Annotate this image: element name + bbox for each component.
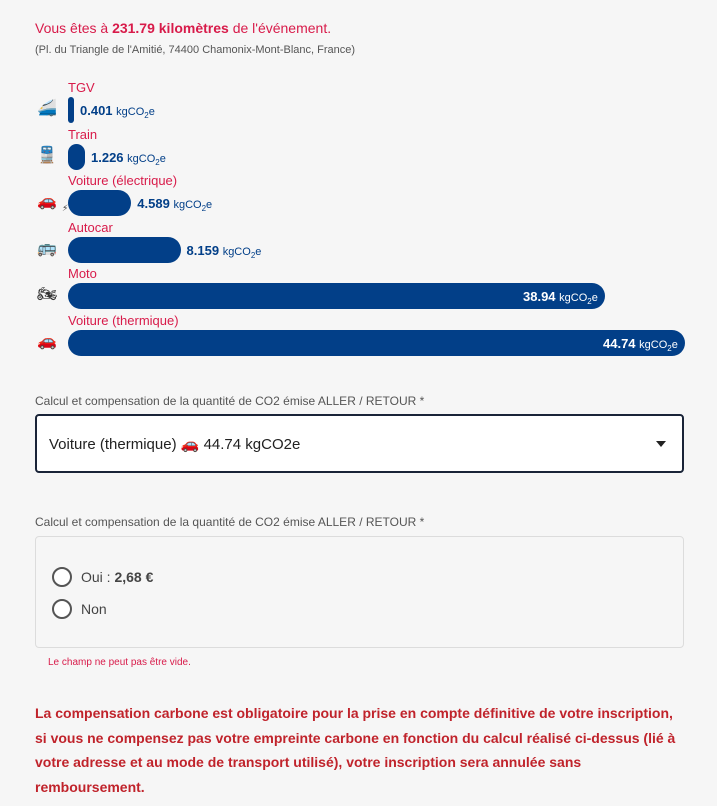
emission-value: 1.226 kgCO$_2$e (91, 149, 166, 167)
lightning-icon: ⚡ (62, 203, 69, 214)
emission-bar (68, 237, 181, 263)
radio-no-label: Non (81, 601, 107, 617)
transport-select[interactable] (35, 414, 684, 473)
transport-mode-label: TGV (68, 80, 95, 95)
transport-mode-row (35, 127, 695, 173)
transport-mode-row (35, 313, 695, 359)
transport-select-label: Calcul et compensation de la quantité de CO2 émise ALLER / RETOUR * (35, 394, 425, 408)
compensation-label: Calcul et compensation de la quantité de CO2 émise ALLER / RETOUR * (35, 515, 425, 529)
radio-yes[interactable] (52, 567, 72, 587)
transport-select-value: Voiture (thermique) 🚗 44.74 kgCO2e (49, 435, 301, 453)
car-icon: 🚗 (37, 333, 57, 350)
transport-mode-row (35, 220, 695, 266)
radio-no[interactable] (52, 599, 72, 619)
compensation-option-yes[interactable] (52, 567, 153, 587)
emission-bar (68, 144, 85, 170)
transport-mode-label: Moto (68, 266, 97, 282)
chevron-down-icon (656, 441, 666, 447)
motorcycle-icon: 🏍 (36, 286, 58, 304)
transport-mode-row (35, 266, 695, 312)
error-message: Le champ ne peut pas être vide. (48, 657, 191, 668)
compensation-radio-group (35, 536, 684, 648)
electric-car-icon: 🚗 (37, 193, 57, 211)
emission-bar (68, 190, 131, 216)
transport-mode-row (35, 80, 695, 126)
transport-mode-row (35, 173, 695, 219)
transport-mode-label: Train (68, 126, 98, 142)
emission-value: 0.401 kgCO$_2$e (80, 103, 155, 121)
emission-value: 38.94 kgCO$_2$e (523, 289, 598, 307)
emission-bar (68, 97, 74, 123)
event-address: (Pl. du Triangle de l'Amitié, 74400 Chamonix-Mont-Blanc, France) (35, 44, 356, 56)
distance-text: Vous êtes à 231.79 kilomètres de l'événement. (35, 20, 332, 36)
high-speed-train-icon: 🚄 (37, 100, 57, 117)
bus-icon: 🚌 (37, 239, 57, 257)
distance-value: 231.79 kilomètres (112, 20, 229, 36)
transport-mode-label: Voiture (thermique) (68, 313, 179, 328)
train-icon: 🚆 (37, 146, 57, 164)
emission-bar (68, 330, 685, 356)
warning-message: La compensation carbone est obligatoire pour la prise en compte définitive de votre inscription, si vous ne compensez pas votre empreinte carbone en fonction du calcul réalisé ci-dessus (lié à votre adresse et au mode de transport utilisé), votre inscription sera annulée sans remboursement. (35, 705, 676, 795)
compensation-amount: 2,68 € (114, 569, 154, 585)
emission-value: 44.74 kgCO$_2$e (603, 336, 678, 354)
transport-mode-label: Voiture (électrique) (68, 173, 178, 189)
transport-mode-label: Autocar (68, 219, 113, 235)
emission-value: 4.589 kgCO$_2$e (137, 196, 213, 214)
emission-value: 8.159 kgCO$_2$e (186, 242, 262, 260)
radio-yes-label: Oui : 2,68 € (81, 569, 154, 585)
compensation-option-no[interactable] (52, 599, 107, 619)
